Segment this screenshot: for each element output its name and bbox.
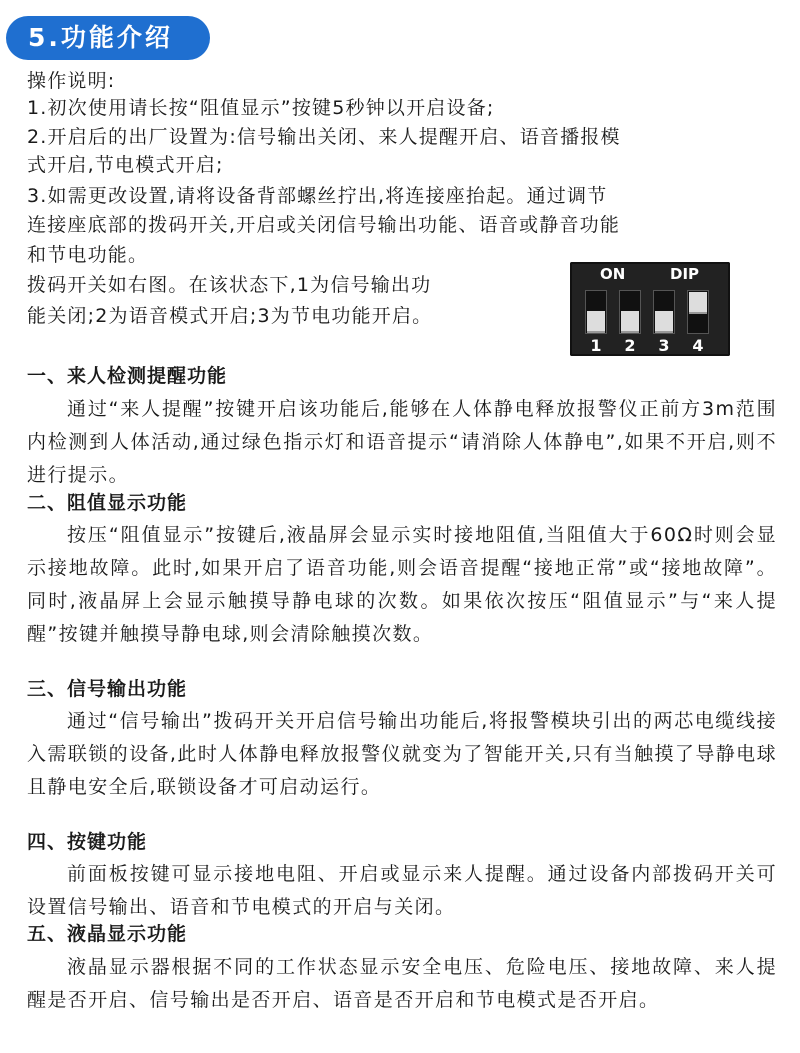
dip-on-label: ON — [600, 265, 626, 283]
dip-number-2: 2 — [624, 336, 636, 355]
dip-switch-1 — [585, 290, 607, 334]
operation-line-2: 2.开启后的出厂设置为:信号输出关闭、来人提醒开启、语音播报模 — [27, 126, 621, 148]
operation-title: 操作说明: — [27, 70, 116, 92]
dip-number-3: 3 — [658, 336, 670, 355]
dip-switch-4 — [687, 290, 709, 334]
section-title-banner: 5.功能介绍 — [6, 16, 210, 60]
dip-number-1: 1 — [590, 336, 602, 355]
section-heading-5: 五、液晶显示功能 — [27, 923, 188, 945]
section-body-1: 通过“来人提醒”按键开启该功能后,能够在人体静电释放报警仪正前方3m范围内检测到人体活动,通过绿色指示灯和语音提示“请消除人体静电”,如果不开启,则不进行提示。 — [27, 398, 777, 486]
operation-line-4: 3.如需更改设置,请将设备背部螺丝拧出,将连接座抬起。通过调节 — [27, 185, 608, 207]
operation-line-3: 式开启,节电模式开启; — [27, 154, 224, 176]
dip-switch-3 — [653, 290, 675, 334]
dip-switch-image — [570, 262, 730, 356]
section-body-3: 通过“信号输出”拨码开关开启信号输出功能后,将报警模块引出的两芯电缆线接入需联锁的设备,此时人体静电释放报警仪就变为了智能开关,只有当触摸了导静电球且静电安全后,联锁设备才可启动运行。 — [27, 710, 777, 798]
dip-model-label: DIP — [670, 265, 700, 283]
section-body-5: 液晶显示器根据不同的工作状态显示安全电压、危险电压、接地故障、来人提醒是否开启、信号输出是否开启、语音是否开启和节电模式是否开启。 — [27, 956, 777, 1011]
dip-knob-3 — [655, 311, 673, 333]
dip-number-4: 4 — [692, 336, 704, 355]
section-body-2: 按压“阻值显示”按键后,液晶屏会显示实时接地阻值,当阻值大于60Ω时则会显示接地故障。此时,如果开启了语音功能,则会语音提醒“接地正常”或“接地故障”。同时,液晶屏上会显示触摸导静电球的次数。如果依次按压“阻值显示”与“来人提醒”按键并触摸导静电球,则会清除触摸次数。 — [27, 524, 777, 645]
section-heading-4: 四、按键功能 — [27, 831, 148, 853]
operation-line-5: 连接座底部的拨码开关,开启或关闭信号输出功能、语音或静音功能 — [27, 214, 621, 236]
section-body-4: 前面板按键可显示接地电阻、开启或显示来人提醒。通过设备内部拨码开关可设置信号输出、语音和节电模式的开启与关闭。 — [27, 863, 777, 918]
operation-line-1: 1.初次使用请长按“阻值显示”按键5秒钟以开启设备; — [27, 97, 495, 119]
dip-knob-4 — [689, 292, 707, 314]
section-heading-1: 一、来人检测提醒功能 — [27, 365, 228, 387]
operation-line-6: 和节电功能。 — [27, 244, 149, 266]
dip-knob-1 — [587, 311, 605, 333]
operation-line-7: 拨码开关如右图。在该状态下,1为信号输出功 — [27, 274, 432, 296]
section-heading-2: 二、阻值显示功能 — [27, 492, 188, 514]
dip-knob-2 — [621, 311, 639, 333]
dip-switch-2 — [619, 290, 641, 334]
section-heading-3: 三、信号输出功能 — [27, 678, 188, 700]
operation-line-8: 能关闭;2为语音模式开启;3为节电功能开启。 — [27, 305, 433, 327]
